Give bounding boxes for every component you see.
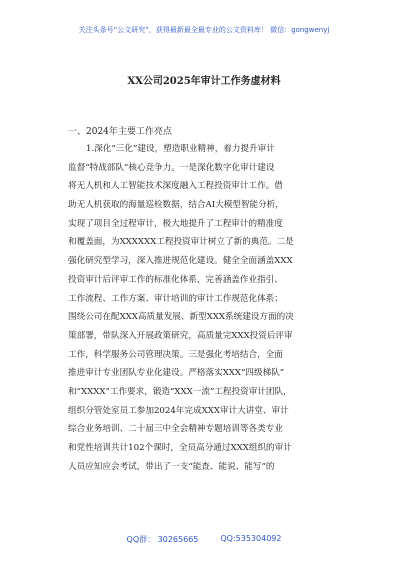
body-line: 和“XXXX”工作要求，锻造“XXX一流”工程投资审计团队， xyxy=(68,386,292,397)
header-banner: 关注头条号“公文研究”，获得最新最全最专业的公文资料库！ 微信：gongwenyj xyxy=(78,26,330,34)
section-heading: 一、2024年主要工作亮点 xyxy=(68,127,172,137)
body-line: 助无人机获取的海量巡检数据，结合AI大模型智能分析， xyxy=(68,200,284,211)
document-title: XX公司2025年审计工作务虚材料 xyxy=(127,76,281,87)
body-text xyxy=(68,140,348,476)
body-line: 工作流程、工作方案、审计培训的审计工作规范化体系； xyxy=(68,293,283,304)
body-line: 围绕公司在配XXX高质量发展、新型XXX系统建设方面的决 xyxy=(68,312,294,323)
footer-contact xyxy=(0,534,408,545)
body-line: 组织分管处室员工参加2024年完成XXX审计大讲堂、审计 xyxy=(68,405,289,416)
body-line: 推进审计专业团队专业化建设。严格落实XXX“四级梯队” xyxy=(68,368,285,379)
body-line: 和党性培训共计102个课时，全员高分通过XXX组织的审计 xyxy=(68,443,292,453)
body-line: 综合业务培训、二十届三中全会精神专题培训等各类专业 xyxy=(68,424,283,435)
body-line: 实现了项目全过程审计，极大地提升了工程审计的精准度 xyxy=(68,218,283,229)
body-line: 人员应知应会考试，带出了一支“能查、能说、能写”的 xyxy=(68,461,275,472)
footer-qq-group: QQ群： 30265665 xyxy=(126,535,199,544)
body-line: 监督“特战部队”核心竞争力。一是深化数字化审计建设 xyxy=(68,162,275,173)
body-line: 1.深化“三化”建设，塑造职业精神，着力提升审计 xyxy=(86,144,275,154)
body-line: 策部署，带队深入开展政策研究，高质量完XXX投资后评审 xyxy=(68,330,293,341)
body-line: 和覆盖面，为XXXXXX工程投资审计树立了新的典范。二是 xyxy=(68,237,294,248)
body-line: 工作，科学服务公司管理决策。三是强化考培结合，全面 xyxy=(68,349,283,360)
footer-qq: QQ:535304092 xyxy=(220,534,282,543)
body-line: 投资审计后评审工作的标准化体系，完善涵盖作业指引、 xyxy=(68,274,283,285)
body-line: 将无人机和人工智能技术深度融入工程投资审计工作。借 xyxy=(68,181,283,192)
body-line: 强化研究型学习，深入推进规范化建设。健全全面涵盖XXX xyxy=(68,256,293,267)
